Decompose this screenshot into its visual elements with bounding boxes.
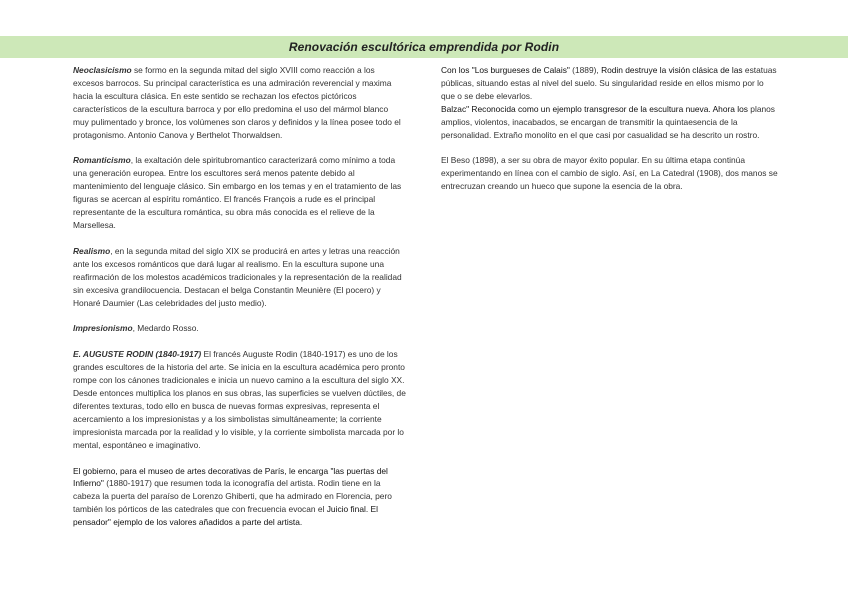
text-gobierno-encarga: El gobierno, para el museo de artes decorativas de París, le encarga "las puertas del Infierno" — [73, 465, 388, 489]
text-neoclasicismo: se formo en la segunda mitad del siglo XVIII como reacción a los excesos barrocos. Su principal característica es una admiración reverencial y maxima hacia la escultura clásica. En este sentido se rechazan los efectos pictóricos característicos de la escultura barroca y por ello predomina el uso del mármol blanco muy pulimentado y bronce, los volúmenes son claros y definidos y la línea posee todo el protagonismo. Antonio Canova y Berthelot Thorwaldsen. — [73, 65, 401, 140]
paragraph-romanticismo — [73, 154, 406, 231]
text-realismo: , en la segunda mitad del siglo XIX se producirá en artes y letras una reacción ante los excesos románticos que dará lugar al realismo. En la escultura supone una reafirmación de los molestos académicos tradicionales y la representación de la realidad sin excesiva grandilocuencia. Destacan el belga Constantin Meunière (El pocero) y Honaré Daumier (Las celebridades del justo medio). — [73, 245, 402, 308]
page-title: Renovación escultórica emprendida por Rodin — [288, 40, 560, 54]
paragraph-balzac — [441, 103, 779, 142]
left-column — [73, 64, 406, 542]
paragraph-puertas-infierno — [73, 465, 406, 530]
text-iconografia: (1880-1917) que resumen toda la iconografía del artista. Rodin tiene en la cabeza la puerta del paraíso de Lorenzo Ghiberti, que ha admirado en Florencia, pero también los pórticos de las catedrales que con frecuencia evocan el — [73, 478, 392, 515]
term-realismo: Realismo — [73, 245, 111, 256]
term-impresionismo: Impresionismo — [73, 323, 133, 334]
term-rodin: E. AUGUSTE RODIN (1840-1917) — [73, 349, 202, 360]
text-balzac: Balzac" Reconocida como un ejemplo transgresor de la escultura nueva. Ahora los — [441, 103, 748, 114]
paragraph-neoclasicismo — [73, 64, 406, 141]
term-romanticismo: Romanticismo — [73, 155, 131, 166]
paragraph-impresionismo — [73, 322, 406, 335]
text-impresionismo: , Medardo Rosso. — [132, 323, 199, 334]
text-rodin: El francés Auguste Rodin (1840-1917) es uno de los grandes escultores de la historia del arte. Se inicia en la escultura académica pero pronto rompe con los cánones tradicionales e inicia un nuevo camino a la escultura del siglo XX. Desde entonces multiplica los planos en sus obras, las superficies se vuelven dúctiles, de diferentes texturas, todo ello en busca de nuevas formas expresivas, representa el acercamiento a los impresionistas y a los simbolistas simultáneamente; la corriente impresionista marcada por la realidad y lo visible, y la corriente simbolista marcada por lo mental, espontáneo e imaginativo. — [73, 349, 406, 450]
text-burgueses-calais: Con los "Los burgueses de Calais" — [441, 65, 570, 75]
paragraph-rodin — [73, 348, 406, 451]
text-romanticismo: , la exaltación dele spiritubromantico caracterizará como mínimo a toda una generación europea. Entre los escultores será menos patente debido al mantenimiento del lenguaje clásico. Sin embargo en los temas y en el tratamiento de las figuras se acercan al espíritu romántico. El francés François a rude es el principal representante de la escultura romántica, su obra más conocida es el relieve de la Marsellesa. — [73, 155, 402, 230]
paragraph-beso: El Beso (1898), a ser su obra de mayor éxito popular. En su última etapa continúa experimentando en línea con el cambio de siglo. Así, en La Catedral (1908), dos manos se entrecruzan creando un hueco que supone la esencia de la obra. — [441, 155, 778, 192]
paragraph-realismo — [73, 245, 406, 310]
text-rodin-destruye: Rodin destruye la visión clásica de las — [601, 65, 743, 75]
text-pensador: Juicio final. El pensador" ejemplo de los valores añadidos a parte del artista. — [73, 504, 378, 528]
right-column — [441, 64, 779, 206]
term-neoclasicismo: Neoclasicismo — [73, 65, 132, 75]
title-banner — [0, 36, 848, 58]
text-calais-year: (1889), — [569, 65, 602, 75]
paragraph-calais — [441, 64, 779, 103]
text-estatuas-publicas: estatuas públicas, situando estas al nivel del suelo. Su singularidad reside en ellos mismo por lo que o se debe elevarlos. — [441, 65, 777, 101]
text-balzac-planos: planos amplios, violentos, inacabados, se encargan de transmitir la quintaesencia de la personalidad. Extraño monolito en el que casi por casualidad se ha descrito un rostro. — [441, 103, 775, 140]
